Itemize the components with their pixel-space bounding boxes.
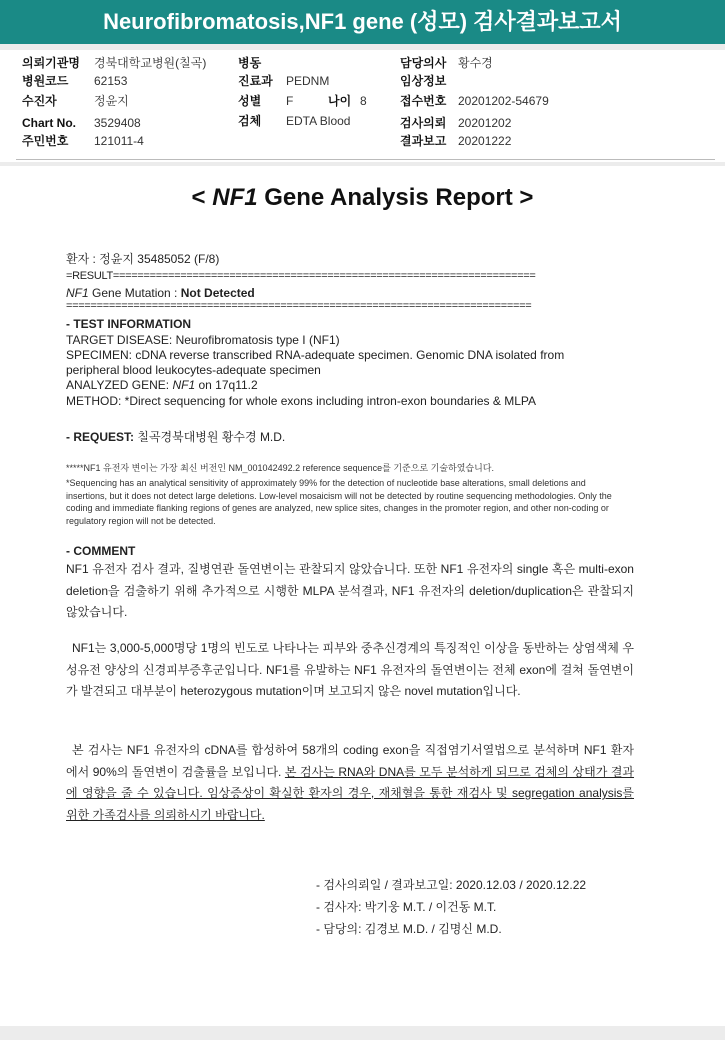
info-requesting-institution xyxy=(22,54,206,72)
info-label: 병원코드 xyxy=(22,74,69,88)
info-value: 20201202-54679 xyxy=(458,94,549,108)
info-patient-name xyxy=(22,92,129,110)
analyzed-gene-name: NF1 xyxy=(172,378,196,392)
separator-line: ============================================================================ xyxy=(66,300,532,312)
comment-paragraph-3 xyxy=(66,740,634,826)
info-specimen xyxy=(238,112,350,130)
info-label: 담당의사 xyxy=(400,56,447,70)
info-label: 병동 xyxy=(238,56,262,70)
sensitivity-note: *Sequencing has an analytical sensitivity of approximately 99% for the detection of nucleotide base alterations, small deletions and insertions, but it does not detect large deletions. Low-level mosaicism will not be detected by routine sequencing methodologies. Only the coding and immediate flanking regions of genes are analyzed, new splice sites, changes in the promoter region, and other non-coding or regulatory region will not be detected. xyxy=(66,478,612,526)
info-value: 20201222 xyxy=(458,134,512,148)
mutation-result xyxy=(66,286,255,300)
info-department xyxy=(238,72,329,90)
info-label: 수진자 xyxy=(22,94,57,108)
info-resident-number xyxy=(22,132,144,150)
analyzed-gene xyxy=(66,378,258,392)
mutation-gene: NF1 xyxy=(66,286,89,300)
info-label: 진료과 xyxy=(238,74,273,88)
sign-dates: - 검사의뢰일 / 결과보고일: 2020.12.03 / 2020.12.22 xyxy=(316,878,587,892)
comment-3-plain: 본 검사는 NF1 유전자의 cDNA를 합성하여 58개의 coding exon을 직접염기서열법으로 분석하며 NF1 환자에서 90%의 돌연변이 검출률을 보입니다. xyxy=(66,743,634,779)
info-value: 3529408 xyxy=(94,116,141,130)
info-clinical-info xyxy=(400,72,458,90)
gene-analysis-report xyxy=(0,166,725,1026)
comment-heading: - COMMENT xyxy=(66,544,136,558)
info-request-date xyxy=(400,114,511,132)
patient-line: 환자 : 정윤지 35485052 (F/8) xyxy=(66,252,220,266)
info-attending-doctor xyxy=(400,54,493,72)
info-value: 황수경 xyxy=(458,56,493,70)
specimen-line-1: SPECIMEN: cDNA reverse transcribed RNA-adequate specimen. Genomic DNA isolated from xyxy=(66,348,565,362)
info-accession-number xyxy=(400,92,549,110)
info-value: 경북대학교병원(칠곡) xyxy=(94,56,207,70)
target-disease: TARGET DISEASE: Neurofibromatosis type I (NF1) xyxy=(66,333,340,347)
comment-3-underlined: 본 검사는 RNA와 DNA를 모두 분석하게 되므로 검체의 상태가 결과에 영향을 줄 수 있습니다. 임상증상이 확실한 환자의 경우, 재채혈을 통한 재검사 및 segregation analysis를 위한 가족검사를 의뢰하시기 바랍니다. xyxy=(66,764,635,822)
method-line: METHOD: *Direct sequencing for whole exons including intron-exon boundaries & MLPA xyxy=(66,394,537,408)
title-prefix: < xyxy=(191,184,213,211)
info-label: Chart No. xyxy=(22,116,76,130)
analyzed-suffix: on 17q11.2 xyxy=(195,378,258,392)
sign-testers: - 검사자: 박기웅 M.T. / 이건동 M.T. xyxy=(316,900,497,914)
info-value: 8 xyxy=(360,94,367,108)
info-age xyxy=(328,92,367,110)
info-value: 정윤지 xyxy=(94,94,129,108)
info-report-date xyxy=(400,132,511,150)
info-sex xyxy=(238,92,293,110)
info-divider xyxy=(16,159,715,160)
analyzed-prefix: ANALYZED GENE: xyxy=(66,378,173,392)
info-value: 20201202 xyxy=(458,116,512,130)
info-label: 임상정보 xyxy=(400,74,447,88)
report-header-title: Neurofibromatosis,NF1 gene (성모) 검사결과보고서 xyxy=(0,0,725,44)
test-info-heading: - TEST INFORMATION xyxy=(66,317,192,331)
info-hospital-code xyxy=(22,72,127,90)
mutation-value: Not Detected xyxy=(180,286,255,300)
info-label: 결과보고 xyxy=(400,134,447,148)
info-value: 62153 xyxy=(94,74,128,88)
info-label: 성별 xyxy=(238,94,262,108)
specimen-line-2: peripheral blood leukocytes-adequate specimen xyxy=(66,363,321,377)
result-separator: =RESULT===================================================================== xyxy=(66,270,536,282)
mutation-label: Gene Mutation : xyxy=(88,286,181,300)
title-gene: NF1 xyxy=(212,184,258,211)
request-line xyxy=(66,428,285,445)
info-label: 접수번호 xyxy=(400,94,447,108)
info-label: 나이 xyxy=(328,94,352,108)
info-label: 주민번호 xyxy=(22,134,69,148)
title-rest: Gene Analysis Report > xyxy=(257,184,534,211)
info-value: 121011-4 xyxy=(94,134,144,148)
info-ward xyxy=(238,54,286,72)
reference-note: *****NF1 유전자 변이는 가장 최신 버전인 NM_001042492.2 reference sequence를 기준으로 기술하였습니다. xyxy=(66,463,494,473)
report-title xyxy=(0,184,725,212)
comment-paragraph-2: NF1는 3,000-5,000명당 1명의 빈도로 나타나는 피부와 중추신경계의 특징적인 이상을 동반하는 상염색체 우성유전 양상의 신경피부증후군입니다. NF1를 유발하는 NF1 유전자의 돌연변이는 전체 exon에 걸쳐 돌연변이가 발견되고 대부분이 heterozygous mutation이며 보고되지 않은 novel mutation입니다. xyxy=(66,641,634,698)
patient-info-panel xyxy=(0,50,725,162)
info-label: 검체 xyxy=(238,114,262,128)
info-value: EDTA Blood xyxy=(286,114,351,128)
info-chart-no xyxy=(22,114,141,132)
sign-doctors: - 담당의: 김경보 M.D. / 김명신 M.D. xyxy=(316,922,502,936)
info-label: 검사의뢰 xyxy=(400,116,447,130)
request-label: - REQUEST: xyxy=(66,430,135,444)
request-value: 칠곡경북대병원 황수경 M.D. xyxy=(134,430,286,444)
info-label: 의뢰기관명 xyxy=(22,56,80,70)
comment-paragraph-1: NF1 유전자 검사 결과, 질병연관 돌연변이는 관찰되지 않았습니다. 또한 NF1 유전자의 single 혹은 multi-exon deletion을 검출하기 위해 추가적으로 시행한 MLPA 분석결과, NF1 유전자의 deletion/duplication은 관찰되지 않았습니다. xyxy=(66,562,634,619)
info-value: PEDNM xyxy=(286,74,330,88)
info-value: F xyxy=(286,94,294,108)
